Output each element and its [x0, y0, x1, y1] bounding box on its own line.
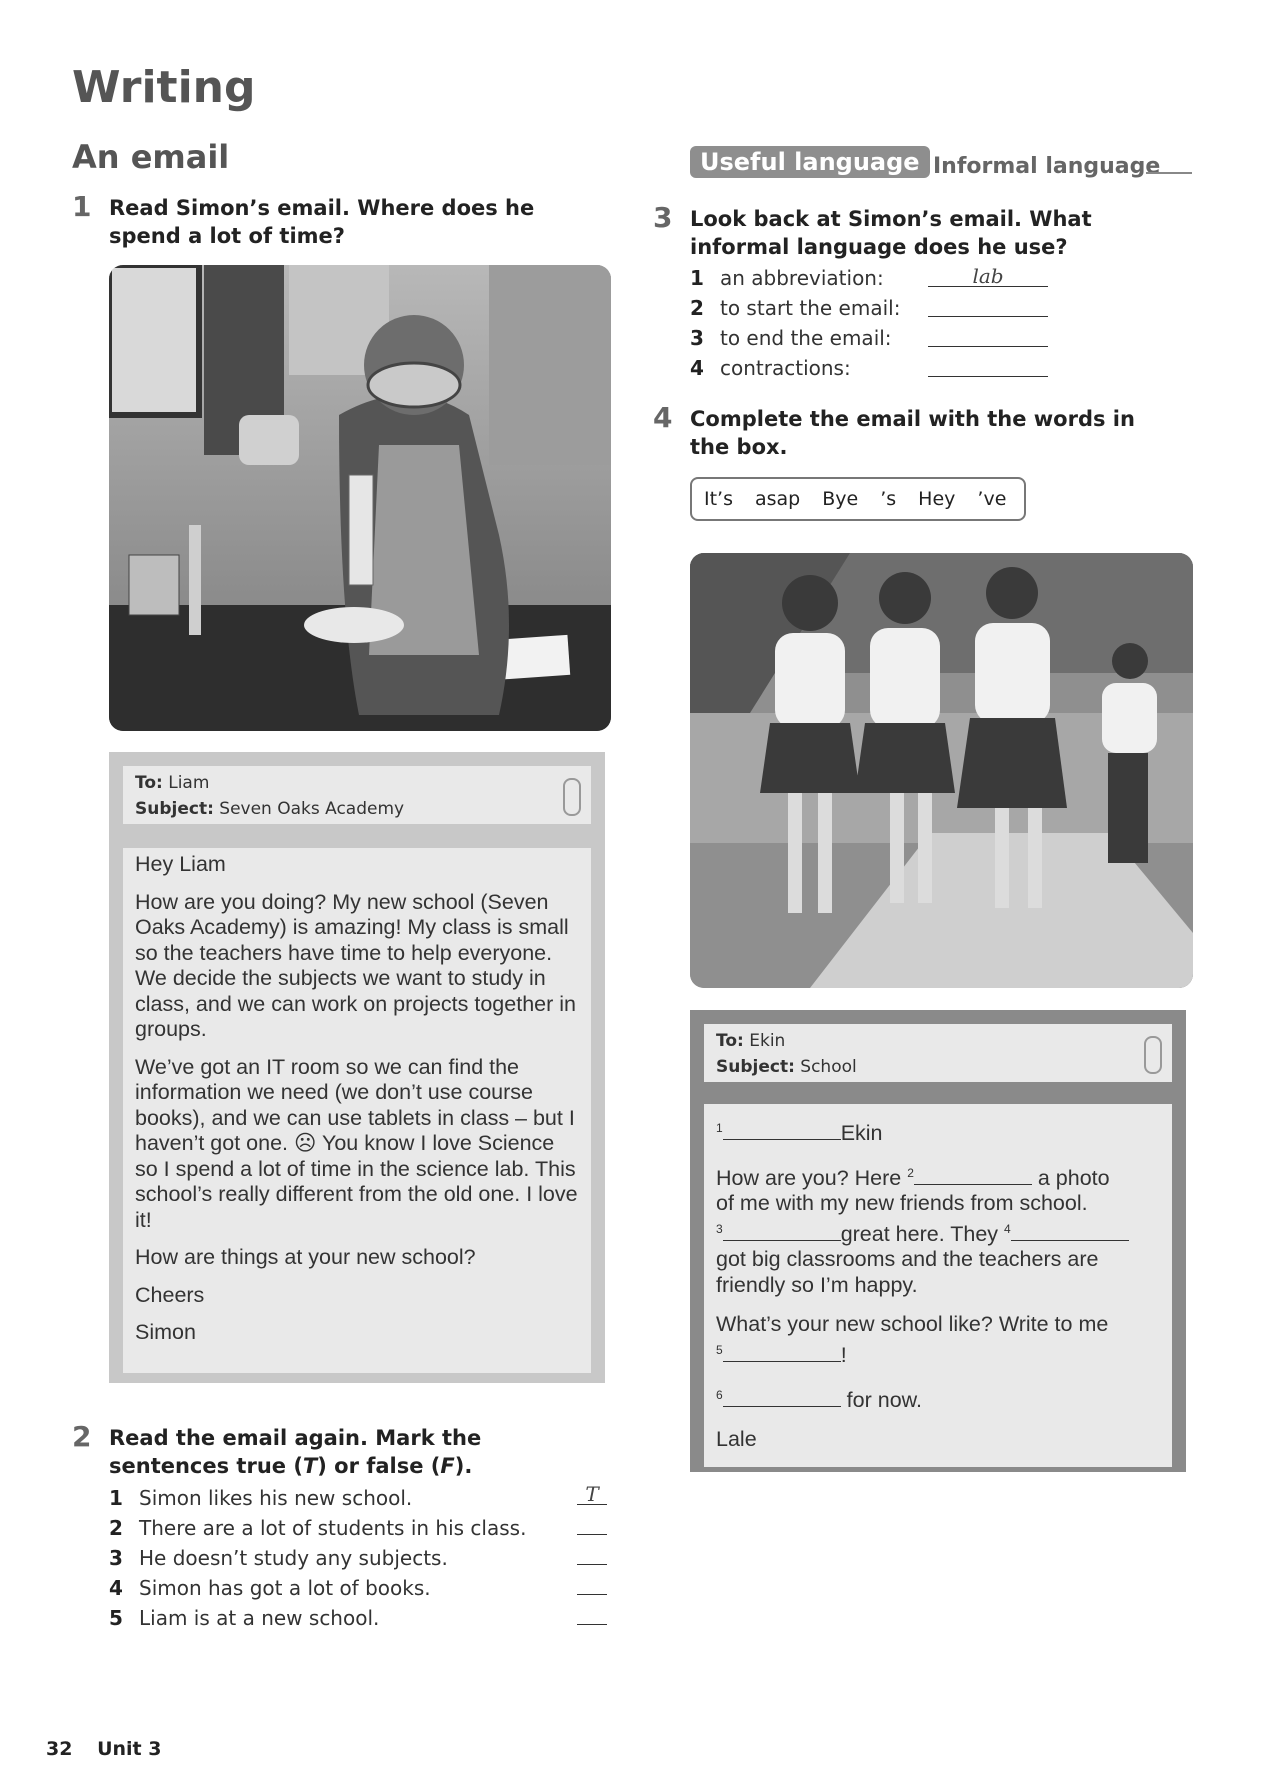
exercise-2-number: 2 [72, 1420, 92, 1453]
word-option: It’s [704, 488, 733, 510]
email-line: $^1$ Ekin [716, 1121, 883, 1146]
page-footer [46, 1738, 161, 1760]
list-item: 5 Liam is at a new school. [109, 1606, 609, 1636]
to-label: To: [135, 773, 163, 793]
list-item: 1 Simon likes his new school. T [109, 1486, 609, 1516]
list-item: 3 to end the email: [690, 326, 1050, 356]
gap-field[interactable] [723, 1121, 841, 1140]
gap-field[interactable] [1011, 1222, 1129, 1241]
useful-language-tag: Useful language [690, 146, 930, 178]
answer-field[interactable] [577, 1602, 607, 1625]
exercise-3-question: Look back at Simon’s email. What informal language does he use? [690, 207, 1092, 259]
word-option: Bye [822, 488, 859, 510]
list-item: 3 He doesn’t study any subjects. [109, 1546, 609, 1576]
science-lab-photo [109, 265, 611, 731]
word-option: Hey [918, 488, 956, 510]
email-paragraph: How are you? Here $^2$ a photo of me with my new friends from school. $^3$ great here. They $^4$ got big classrooms and the teachers are friendly so I’m happy. [716, 1161, 1160, 1299]
word-box [690, 477, 1026, 521]
email-header [704, 1024, 1172, 1082]
email-paragraph: Cheers [135, 1282, 205, 1307]
list-item: 1 an abbreviation: lab [690, 266, 1050, 296]
email-paragraph: Hey Liam [135, 852, 226, 876]
exercise-1-question: Read Simon’s email. Where does he spend a lot of time? [109, 196, 535, 248]
page-number: 32 [46, 1738, 73, 1760]
exercise-3-number: 3 [653, 201, 673, 234]
list-item: 2 to start the email: [690, 296, 1050, 326]
answer-field[interactable] [577, 1512, 607, 1535]
email-header [123, 766, 591, 824]
answer-field[interactable] [928, 354, 1048, 377]
email-lale [690, 1010, 1186, 1472]
exercise-2-question: Read the email again. Mark the sentences true (T) or false (F). [109, 1426, 482, 1478]
answer-field[interactable] [577, 1572, 607, 1595]
list-item: 4 contractions: [690, 356, 1050, 386]
list-item: 2 There are a lot of students in his class. [109, 1516, 609, 1546]
email-to: Ekin [749, 1031, 786, 1051]
email-paragraph: We’ve got an IT room so we can find the information we need (we don’t use course books), and we can use tablets in class – but I haven’t got one. ☹ You know I love Science so I spend a lot of time in the science lab. This school’s really different from the old one. I love it! [135, 1054, 578, 1232]
subject-label: Subject: [135, 799, 214, 819]
paperclip-icon [1144, 1036, 1162, 1074]
email-paragraph: Simon [135, 1320, 196, 1344]
exercise-3-list [690, 266, 1050, 386]
email-simon [109, 752, 605, 1383]
email-signature: Lale [716, 1427, 757, 1452]
students-photo [690, 553, 1193, 988]
gap-field[interactable] [723, 1388, 841, 1407]
email-paragraph: How are things at your new school? [135, 1245, 476, 1269]
gap-field[interactable] [723, 1343, 841, 1362]
useful-language-title: Informal language [933, 154, 1161, 179]
gap-field[interactable] [723, 1222, 841, 1241]
email-subject: School [800, 1057, 857, 1077]
page-subtitle: An email [72, 138, 230, 176]
email-subject: Seven Oaks Academy [219, 799, 405, 819]
to-label: To: [716, 1031, 744, 1051]
word-option: ’s [880, 488, 897, 510]
exercise-4-number: 4 [653, 401, 673, 434]
paperclip-icon [563, 778, 581, 816]
word-option: ’ve [977, 488, 1007, 510]
answer-field[interactable]: T [577, 1482, 607, 1505]
page-title: Writing [72, 62, 256, 113]
exercise-4-question: Complete the email with the words in the box. [690, 407, 1135, 459]
email-body [123, 848, 591, 1373]
email-line: $^6$ for now. [716, 1387, 922, 1412]
answer-field[interactable] [577, 1542, 607, 1565]
exercise-1-number: 1 [72, 190, 92, 223]
unit-label: Unit 3 [97, 1738, 162, 1760]
answer-field[interactable] [928, 324, 1048, 347]
email-to: Liam [168, 773, 210, 793]
answer-field[interactable]: lab [928, 264, 1048, 287]
word-option: asap [755, 488, 801, 510]
subject-label: Subject: [716, 1057, 795, 1077]
email-paragraph: What’s your new school like? Write to me $^5$ ! [716, 1312, 1109, 1368]
answer-field[interactable] [928, 294, 1048, 317]
exercise-2-list [109, 1482, 609, 1646]
email-paragraph: How are you doing? My new school (Seven Oaks Academy) is amazing! My class is small so the teachers have time to help everyone. We decide the subjects we want to study in class, and we can work on projects together in groups. [135, 889, 576, 1041]
list-item: 4 Simon has got a lot of books. [109, 1576, 609, 1606]
email-body [704, 1104, 1172, 1467]
gap-field[interactable] [914, 1166, 1032, 1185]
divider [1146, 172, 1192, 174]
